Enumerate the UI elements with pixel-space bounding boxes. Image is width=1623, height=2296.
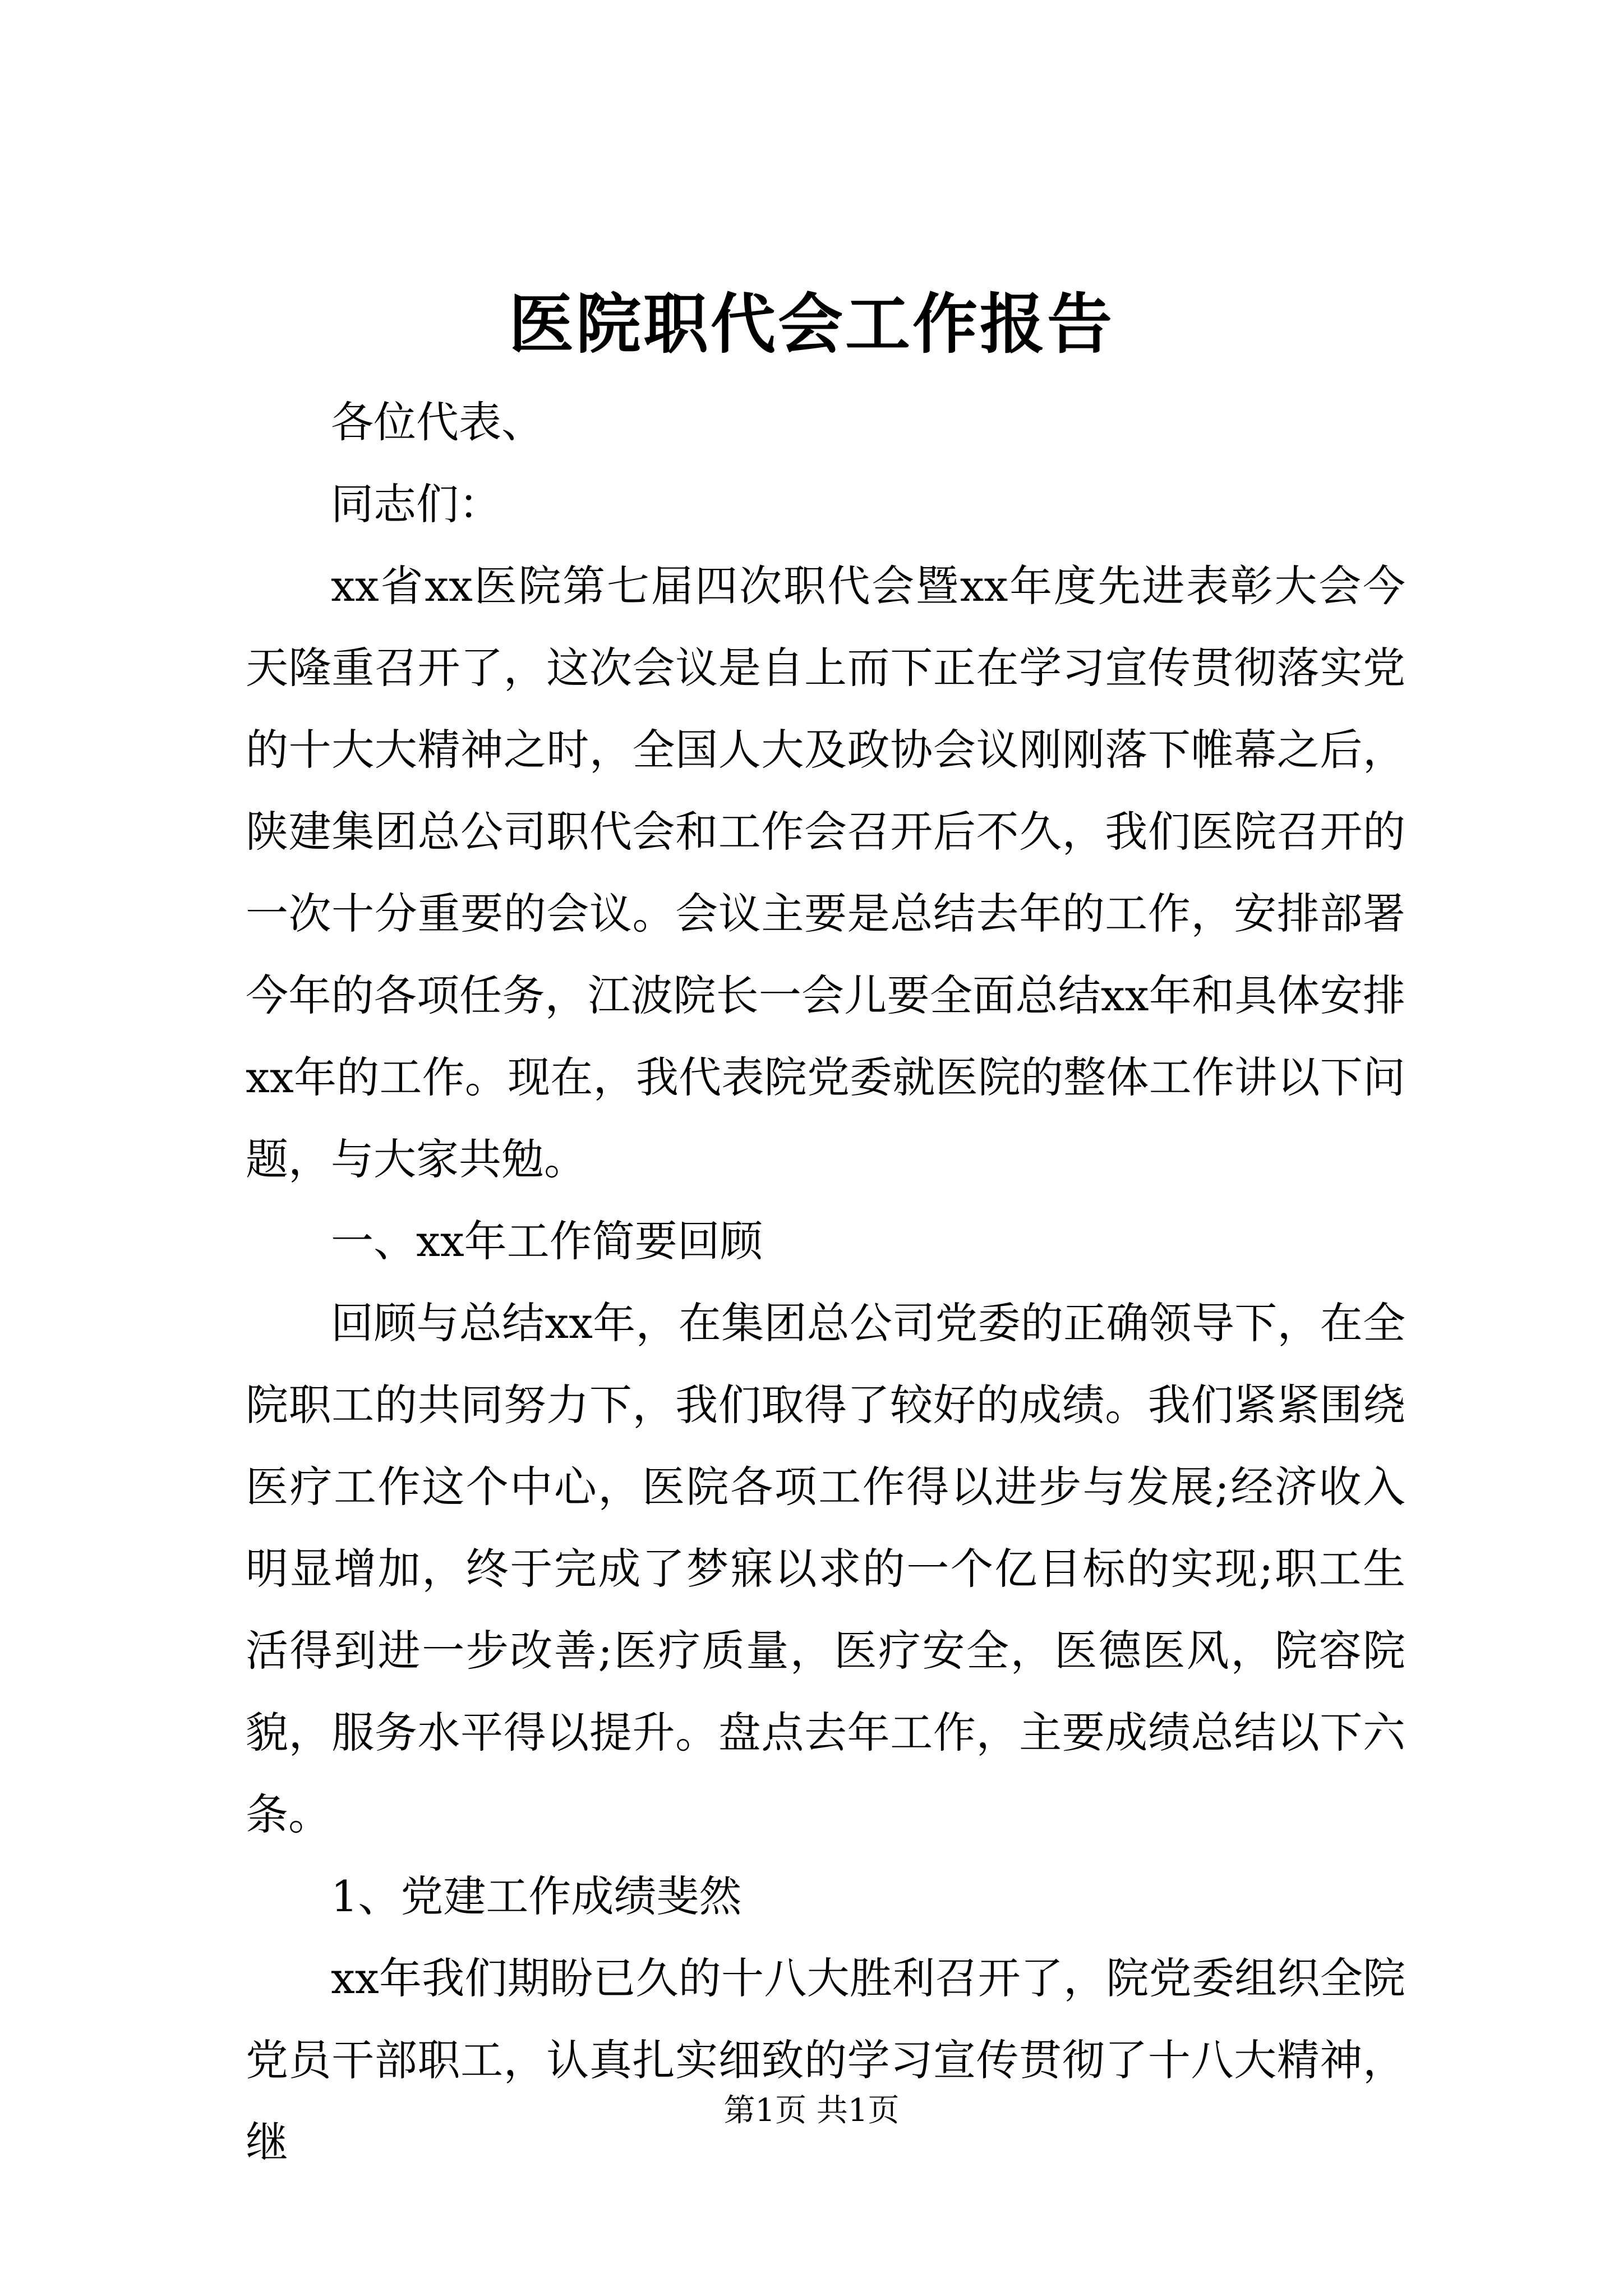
party-work-paragraph: xx年我们期盼已久的十八大胜利召开了，院党委组织全院党员干部职工，认真扎实细致的学习宣传贯彻了十八大精神，继: [246, 1953, 1405, 2167]
page-footer: 第1页 共1页: [723, 2092, 900, 2129]
document-title: 医院职代会工作报告: [509, 286, 1114, 362]
document-body: [246, 381, 1405, 2183]
intro-paragraph: xx省xx医院第七届四次职代会暨xx年度先进表彰大会今天隆重召开了，这次会议是自上而下正在学习宣传贯彻落实党的十大大精神之时，全国人大及政协会议刚刚落下帷幕之后，陕建集团总公司职代会和工作会召开后不久，我们医院召开的一次十分重要的会议。会议主要是总结去年的工作，安排部署今年的各项任务，江波院长一会儿要全面总结xx年和具体安排xx年的工作。现在，我代表院党委就医院的整体工作讲以下问题，与大家共勉。: [246, 561, 1405, 1184]
salutation-line-1: 各位代表、: [331, 397, 544, 447]
review-paragraph: 回顾与总结xx年，在集团总公司党委的正确领导下，在全院职工的共同努力下，我们取得了较好的成绩。我们紧紧围绕医疗工作这个中心，医院各项工作得以进步与发展;经济收入明显增加，终于完成了梦寐以求的一个亿目标的实现;职工生活得到进一步改善;医疗质量，医疗安全，医德医风，院容院貌，服务水平得以提升。盘点去年工作，主要成绩总结以下六条。: [246, 1298, 1405, 1839]
subsection-heading-1: 1、党建工作成绩斐然: [331, 1871, 742, 1921]
section-heading-1: 一、xx年工作简要回顾: [331, 1216, 763, 1266]
salutation-line-2: 同志们：: [331, 479, 501, 529]
